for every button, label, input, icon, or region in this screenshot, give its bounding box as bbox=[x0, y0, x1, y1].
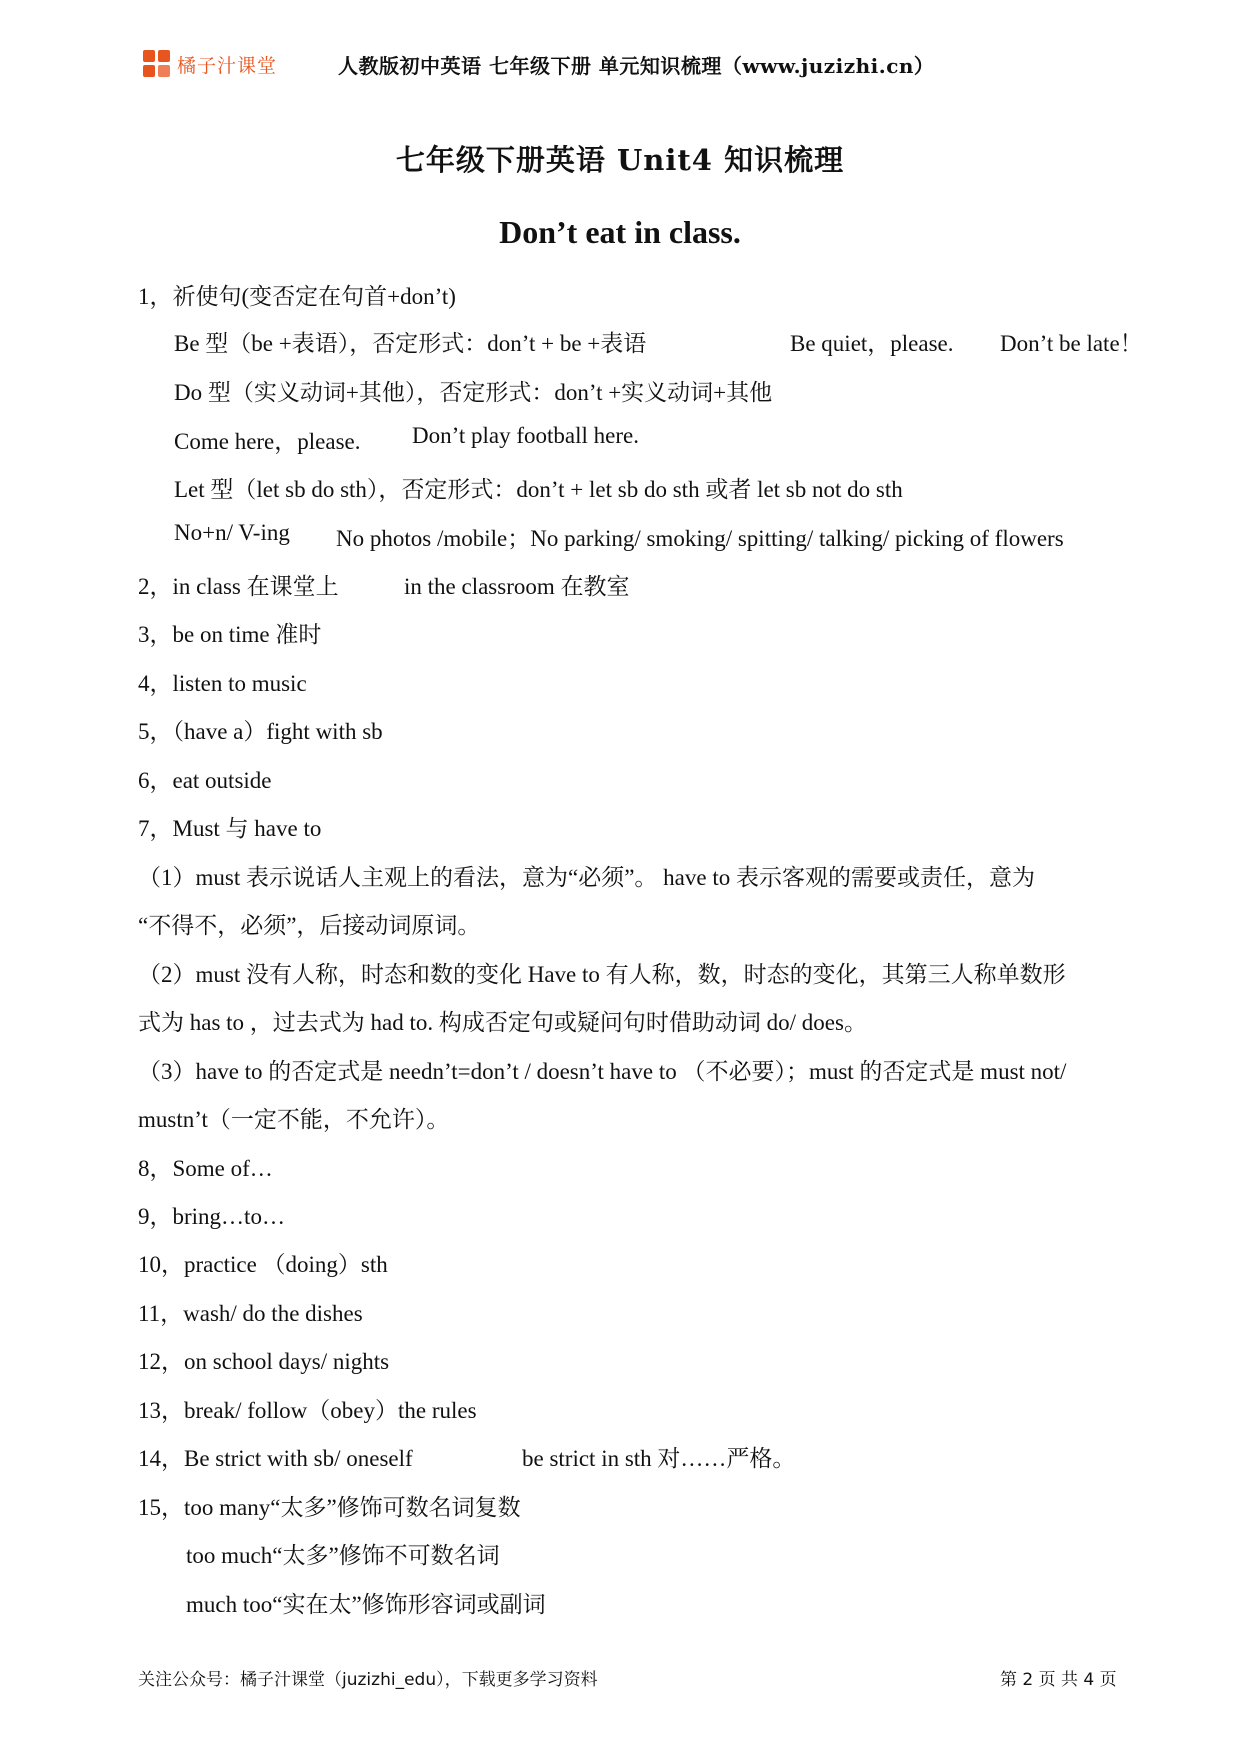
paragraph-line: （3）have to 的否定式是 needn’t=don’t / doesn’t have to （不必要）；must 的否定式是 must not/ bbox=[138, 1059, 1067, 1084]
document-title: 七年级下册英语 Unit4 知识梳理 bbox=[395, 143, 845, 177]
list-item: 5，（have a）fight with sb bbox=[138, 719, 383, 744]
list-item: Let 型（let sb do sth），否定形式：don’t + let sb do sth 或者 let sb not do sth bbox=[174, 477, 903, 502]
list-item: Be 型（be +表语），否定形式：don’t + be +表语 bbox=[174, 331, 647, 356]
page-number: 第 2 页 共 4 页 bbox=[1000, 1670, 1117, 1690]
example-sentence: Be quiet，please. bbox=[790, 331, 954, 356]
list-item: 2，in class 在课堂上 bbox=[138, 574, 339, 599]
list-item: 12，on school days/ nights bbox=[138, 1349, 390, 1374]
paragraph-line: （1）must 表示说话人主观上的看法，意为“必须”。 have to 表示客观的需要或责任，意为 bbox=[138, 865, 1035, 890]
footer-note: 关注公众号：橘子汁课堂（juzizhi_edu），下载更多学习资料 bbox=[138, 1670, 598, 1690]
list-item: too much“太多”修饰不可数名词 bbox=[186, 1543, 500, 1568]
list-item: 14，Be strict with sb/ oneself bbox=[138, 1446, 413, 1471]
list-item: 11，wash/ do the dishes bbox=[138, 1301, 363, 1326]
paragraph-line: 式为 has to ，过去式为 had to. 构成否定句或疑问句时借助动词 do/ does。 bbox=[138, 1010, 867, 1035]
paragraph-line: （2）must 没有人称，时态和数的变化 Have to 有人称，数，时态的变化，其第三人称单数形 bbox=[138, 962, 1066, 987]
list-item: Do 型（实义动词+其他），否定形式：don’t +实义动词+其他 bbox=[174, 380, 773, 405]
example-sentence: No photos /mobile；No parking/ smoking/ spitting/ talking/ picking of flowers bbox=[336, 526, 1064, 551]
document-subtitle: Don’t eat in class. bbox=[499, 214, 741, 250]
list-item: 13，break/ follow（obey）the rules bbox=[138, 1398, 477, 1423]
list-item: 3，be on time 准时 bbox=[138, 622, 322, 647]
list-item: 7，Must 与 have to bbox=[138, 816, 322, 841]
list-item: 1，祈使句(变否定在句首+don’t) bbox=[138, 284, 456, 309]
header-title: 人教版初中英语 七年级下册 单元知识梳理（www.juzizhi.cn） bbox=[338, 54, 935, 78]
logo-text: 橘子汁课堂 bbox=[177, 54, 278, 77]
example-sentence: Come here，please. bbox=[174, 429, 361, 454]
list-item: 4，listen to music bbox=[138, 671, 307, 696]
example-sentence: Don’t be late！ bbox=[1000, 331, 1143, 356]
example-sentence: Don’t play football here. bbox=[412, 423, 639, 448]
brand-logo bbox=[143, 46, 277, 82]
paragraph-line: mustn’t（一定不能，不允许）。 bbox=[138, 1107, 450, 1132]
list-item: 6，eat outside bbox=[138, 768, 272, 793]
list-item: No+n/ V-ing bbox=[174, 520, 290, 545]
list-item: be strict in sth 对……严格。 bbox=[522, 1446, 796, 1471]
list-item: 10，practice （doing）sth bbox=[138, 1252, 388, 1277]
list-item: 8，Some of… bbox=[138, 1156, 273, 1181]
list-item: 15，too many“太多”修饰可数名词复数 bbox=[138, 1495, 521, 1520]
list-item: much too“实在太”修饰形容词或副词 bbox=[186, 1592, 546, 1617]
list-item: 9，bring…to… bbox=[138, 1204, 285, 1229]
paragraph-line: “不得不，必须”，后接动词原词。 bbox=[138, 913, 481, 938]
list-item: in the classroom 在教室 bbox=[404, 574, 630, 599]
logo-icon bbox=[143, 50, 171, 78]
